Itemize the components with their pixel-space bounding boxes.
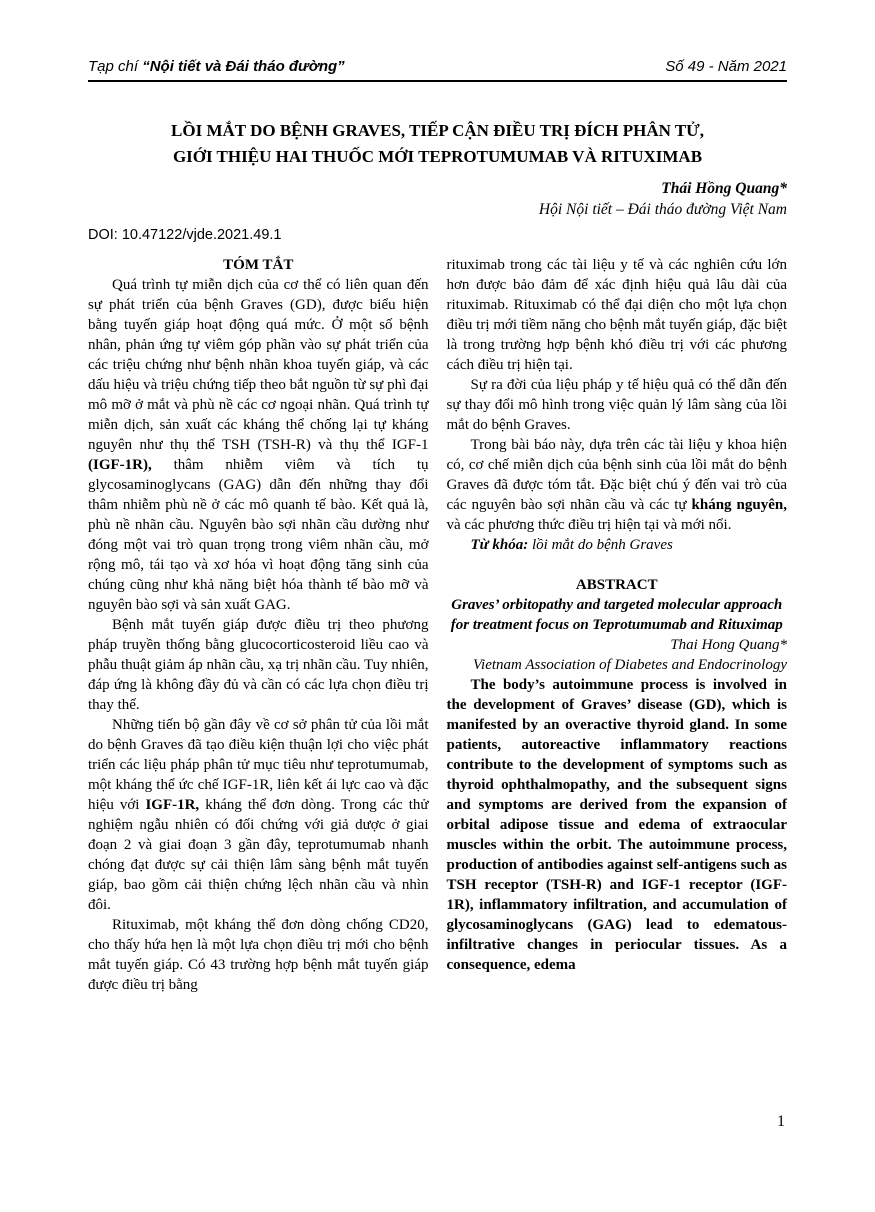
abstract-english-title: Graves’ orbitopathy and targeted molecular approach for treatment focus on Teprotumumab and Rituximap xyxy=(450,597,783,633)
text-run-bold: IGF-1R, xyxy=(145,797,200,813)
left-column xyxy=(88,255,429,995)
keywords-text: lồi mắt do bệnh Graves xyxy=(528,537,673,553)
abstract-author: Thai Hong Quang* xyxy=(670,637,787,653)
tomtat-paragraph-4: Rituximab, một kháng thể đơn dòng chống CD20, cho thấy hứa hẹn là một lựa chọn điều trị mới cho bệnh mắt tuyến giáp. Có 43 trường hợp bệnh mắt tuyến giáp được điều trị bằng xyxy=(88,917,429,993)
journal-title: “Nội tiết và Đái tháo đường” xyxy=(142,58,345,75)
journal-prefix: Tạp chí xyxy=(88,58,139,75)
tomtat-paragraph-5: Sự ra đời của liệu pháp y tế hiệu quả có thể dẫn đến sự thay đổi mô hình trong việc quản lý lâm sàng của lồi mắt do bệnh Graves. xyxy=(446,377,787,433)
author-affiliation: Hội Nội tiết – Đái tháo đường Việt Nam xyxy=(538,201,787,218)
tomtat-paragraph-4-continuation: rituximab trong các tài liệu y tế và các nghiên cứu lớn hơn được bảo đảm để xác định hiệu quả lâu dài của rituximab. Rituximab có thể đại diện cho một lựa chọn điều trị mới tiềm năng cho bệnh mắt tuyến giáp, đặc biệt là trong trường hợp bệnh khó điều trị với các phương cách điều trị hiện tại. xyxy=(446,257,787,373)
two-column-body xyxy=(88,255,787,995)
tomtat-paragraph-6 xyxy=(447,435,788,535)
text-run: và các phương thức điều trị hiện tại và mới nổi. xyxy=(446,517,732,533)
text-run: kháng thể đơn dòng. Trong các thử nghiệm ngẫu nhiên có đối chứng với giả dược ở giai đoạn 2 và giai đoạn 3 gần đây, teprotumumab nhanh chóng đạt được sự cải thiện lâm sàng bệnh mắt tuyến giáp, bao gồm cải thiện chứng lệch nhãn cầu và nhìn đôi. xyxy=(88,797,429,913)
text-run: thâm nhiễm viêm và tích tụ glycosaminoglycans (GAG) dẫn đến những thay đổi thâm nhiễm phù nề ở các mô quanh tế bào. Kết quả là, phù nề nhãn cầu. Nguyên bào sợi nhãn cầu dường như đóng một vai trò quan trọng trong viêm nhãn cầu, mở rộng mô, tái tạo và xơ hóa vì hoạt động tăng sinh của chúng cũng như khả năng biệt hóa thành tế bào mỡ và nguyên bào sợi và sản xuất GAG. xyxy=(88,457,429,613)
abstract-paragraph-1: The body’s autoimmune process is involved in the development of Graves’ disease (GD), which is manifested by an overactive thyroid gland. In some patients, autoreactive inflammatory reactions contribute to the development of symptoms such as thyroid ophthalmopathy, and the subsequent signs and symptoms are derived from the expansion of orbital adipose tissue and edema of extraocular muscles within the orbit. The autoimmune process, production of antibodies against self-antigens such as TSH receptor (TSH-R) and IGF-1 receptor (IGF-1R), inflammatory infiltration, and accumulation of glycosaminoglycans (GAG) lead to edematous-infiltrative changes in periocular tissues. As a consequence, edema xyxy=(446,677,787,973)
tomtat-paragraph-1 xyxy=(88,275,429,615)
running-header xyxy=(88,58,787,75)
article-title xyxy=(98,118,777,170)
author-name: Thái Hồng Quang* xyxy=(661,180,787,197)
text-run: Những tiến bộ gần đây về cơ sở phân tử của lồi mắt do bệnh Graves đã tạo điều kiện thuận lợi cho việc phát triển các liệu pháp phân tử mục tiêu như teprotumumab, một kháng thể ức chế IGF-1R, liên kết ái lực cao và đặc hiệu với xyxy=(88,717,429,813)
article-title-line2: GIỚI THIỆU HAI THUỐC MỚI TEPROTUMUMAB VÀ RITUXIMAB xyxy=(172,147,703,166)
right-column xyxy=(447,255,788,995)
text-run-bold: kháng nguyên, xyxy=(691,497,787,513)
text-run: Quá trình tự miễn dịch của cơ thể có liên quan đến sự phát triển của bệnh Graves (GD), được biểu hiện bằng tuyến giáp hoạt động quá mức. Ở một số bệnh nhân, phản ứng tự viêm góp phần vào sự phát triển của các triệu chứng như bệnh nhãn khoa tuyến giáp, và các dấu hiệu và triệu chứng tiếp theo bắt nguồn từ sự phì đại mô mỡ ở mắt và phù nề các cơ ngoại nhãn. Quá trình tự miễn dịch, sản xuất các kháng thể chống lại tự kháng nguyên như thụ thể TSH (TSH-R) và thụ thể IGF-1 xyxy=(88,277,429,453)
text-run: Trong bài báo này, dựa trên các tài liệu y khoa hiện có, cơ chế miễn dịch của bệnh sinh của lồi mắt do bệnh Graves đã được tóm tắt. Đặc biệt chú ý đến vai trò của các nguyên bào sợi nhãn cầu và các tự xyxy=(446,437,787,513)
text-run-bold: (IGF-1R), xyxy=(88,457,152,473)
tomtat-paragraph-2: Bệnh mắt tuyến giáp được điều trị theo phương pháp truyền thống bằng glucocorticosteroid liều cao và phẫu thuật giảm áp nhãn cầu, xạ trị nhãn cầu. Tuy nhiên, đáp ứng là không đầy đủ và cần có các lựa chọn điều trị thay thế. xyxy=(88,617,429,713)
issue-label: Số 49 - Năm 2021 xyxy=(665,58,787,75)
page-number: 1 xyxy=(777,1113,785,1130)
journal-name xyxy=(88,58,345,75)
doi: DOI: 10.47122/vjde.2021.49.1 xyxy=(88,227,282,243)
article-title-line1: LỒI MẮT DO BỆNH GRAVES, TIẾP CẬN ĐIỀU TRỊ ĐÍCH PHÂN TỬ, xyxy=(171,121,704,140)
keywords-line xyxy=(447,535,788,555)
abstract-affiliation: Vietnam Association of Diabetes and Endocrinology xyxy=(473,657,787,673)
tomtat-heading: TÓM TẮT xyxy=(223,257,294,273)
keywords-label: Từ khóa: xyxy=(470,537,529,553)
abstract-heading: ABSTRACT xyxy=(575,577,658,593)
header-rule xyxy=(88,80,787,82)
tomtat-paragraph-3 xyxy=(88,715,429,915)
